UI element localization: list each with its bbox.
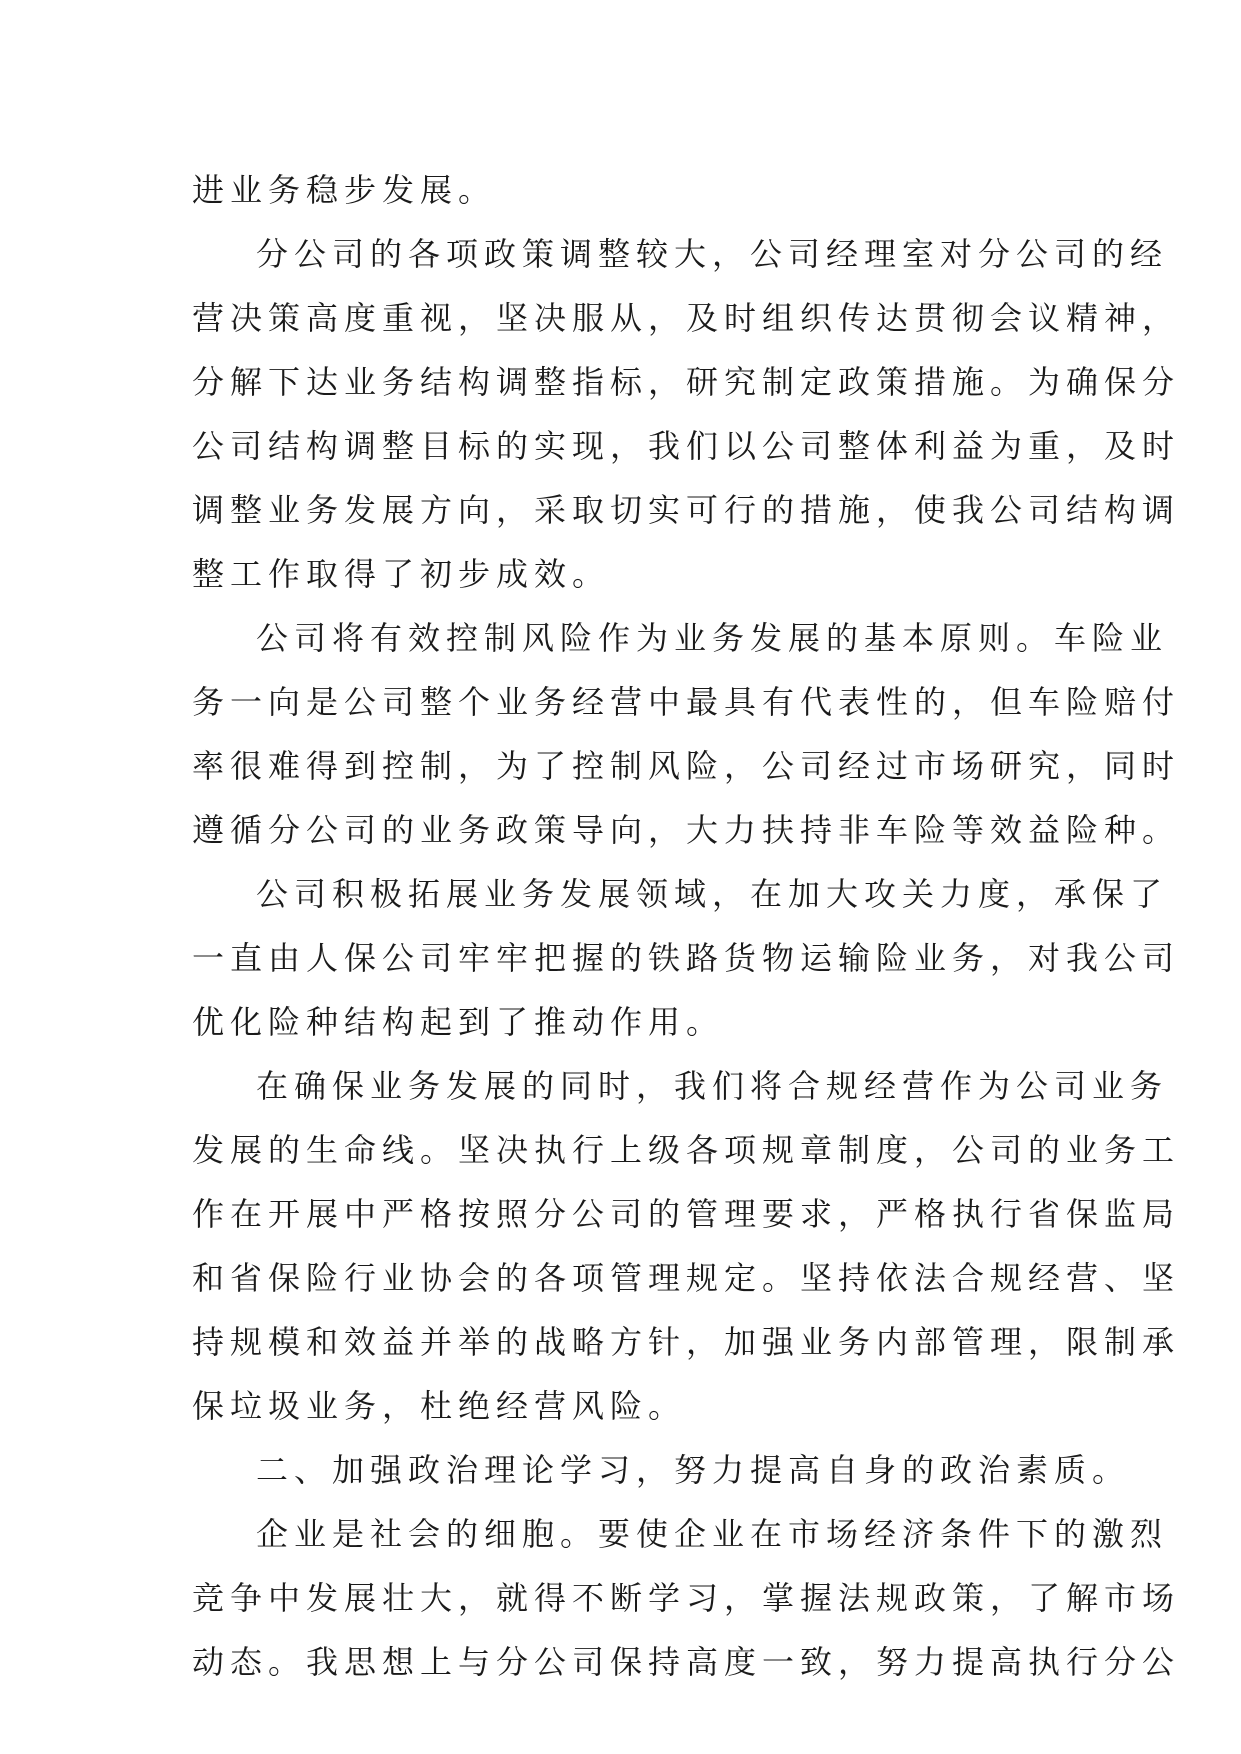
text-line: 企业是社会的细胞。要使企业在市场经济条件下的激烈 — [256, 1515, 1169, 1553]
text-line: 保垃圾业务，杜绝经营风险。 — [192, 1387, 687, 1425]
text-line: 发展的生命线。坚决执行上级各项规章制度，公司的业务工 — [192, 1131, 1181, 1169]
text-line: 作在开展中严格按照分公司的管理要求，严格执行省保监局 — [192, 1195, 1181, 1233]
text-line: 竞争中发展壮大，就得不断学习，掌握法规政策，了解市场 — [192, 1579, 1181, 1617]
text-line: 率很难得到控制，为了控制风险，公司经过市场研究，同时 — [192, 747, 1181, 785]
text-line: 整工作取得了初步成效。 — [192, 555, 611, 593]
text-line: 调整业务发展方向，采取切实可行的措施，使我公司结构调 — [192, 491, 1181, 529]
text-line: 务一向是公司整个业务经营中最具有代表性的，但车险赔付 — [192, 683, 1181, 721]
text-line: 公司将有效控制风险作为业务发展的基本原则。车险业 — [256, 619, 1169, 657]
text-line: 分公司的各项政策调整较大，公司经理室对分公司的经 — [256, 235, 1169, 273]
text-line: 优化险种结构起到了推动作用。 — [192, 1003, 725, 1041]
text-line: 二、加强政治理论学习，努力提高自身的政治素质。 — [256, 1451, 1131, 1489]
text-line: 公司积极拓展业务发展领域，在加大攻关力度，承保了 — [256, 875, 1169, 913]
text-line: 遵循分公司的业务政策导向，大力扶持非车险等效益险种。 — [192, 811, 1181, 849]
text-line: 营决策高度重视，坚决服从，及时组织传达贯彻会议精神， — [192, 299, 1181, 337]
text-line: 在确保业务发展的同时，我们将合规经营作为公司业务 — [256, 1067, 1169, 1105]
text-line: 一直由人保公司牢牢把握的铁路货物运输险业务，对我公司 — [192, 939, 1181, 977]
text-line: 进业务稳步发展。 — [192, 171, 497, 209]
document-body — [192, 158, 1181, 1694]
text-line: 动态。我思想上与分公司保持高度一致，努力提高执行分公 — [192, 1643, 1181, 1681]
text-line: 分解下达业务结构调整指标，研究制定政策措施。为确保分 — [192, 363, 1181, 401]
text-line: 和省保险行业协会的各项管理规定。坚持依法合规经营、坚 — [192, 1259, 1181, 1297]
text-line: 持规模和效益并举的战略方针，加强业务内部管理，限制承 — [192, 1323, 1181, 1361]
text-line: 公司结构调整目标的实现，我们以公司整体利益为重，及时 — [192, 427, 1181, 465]
